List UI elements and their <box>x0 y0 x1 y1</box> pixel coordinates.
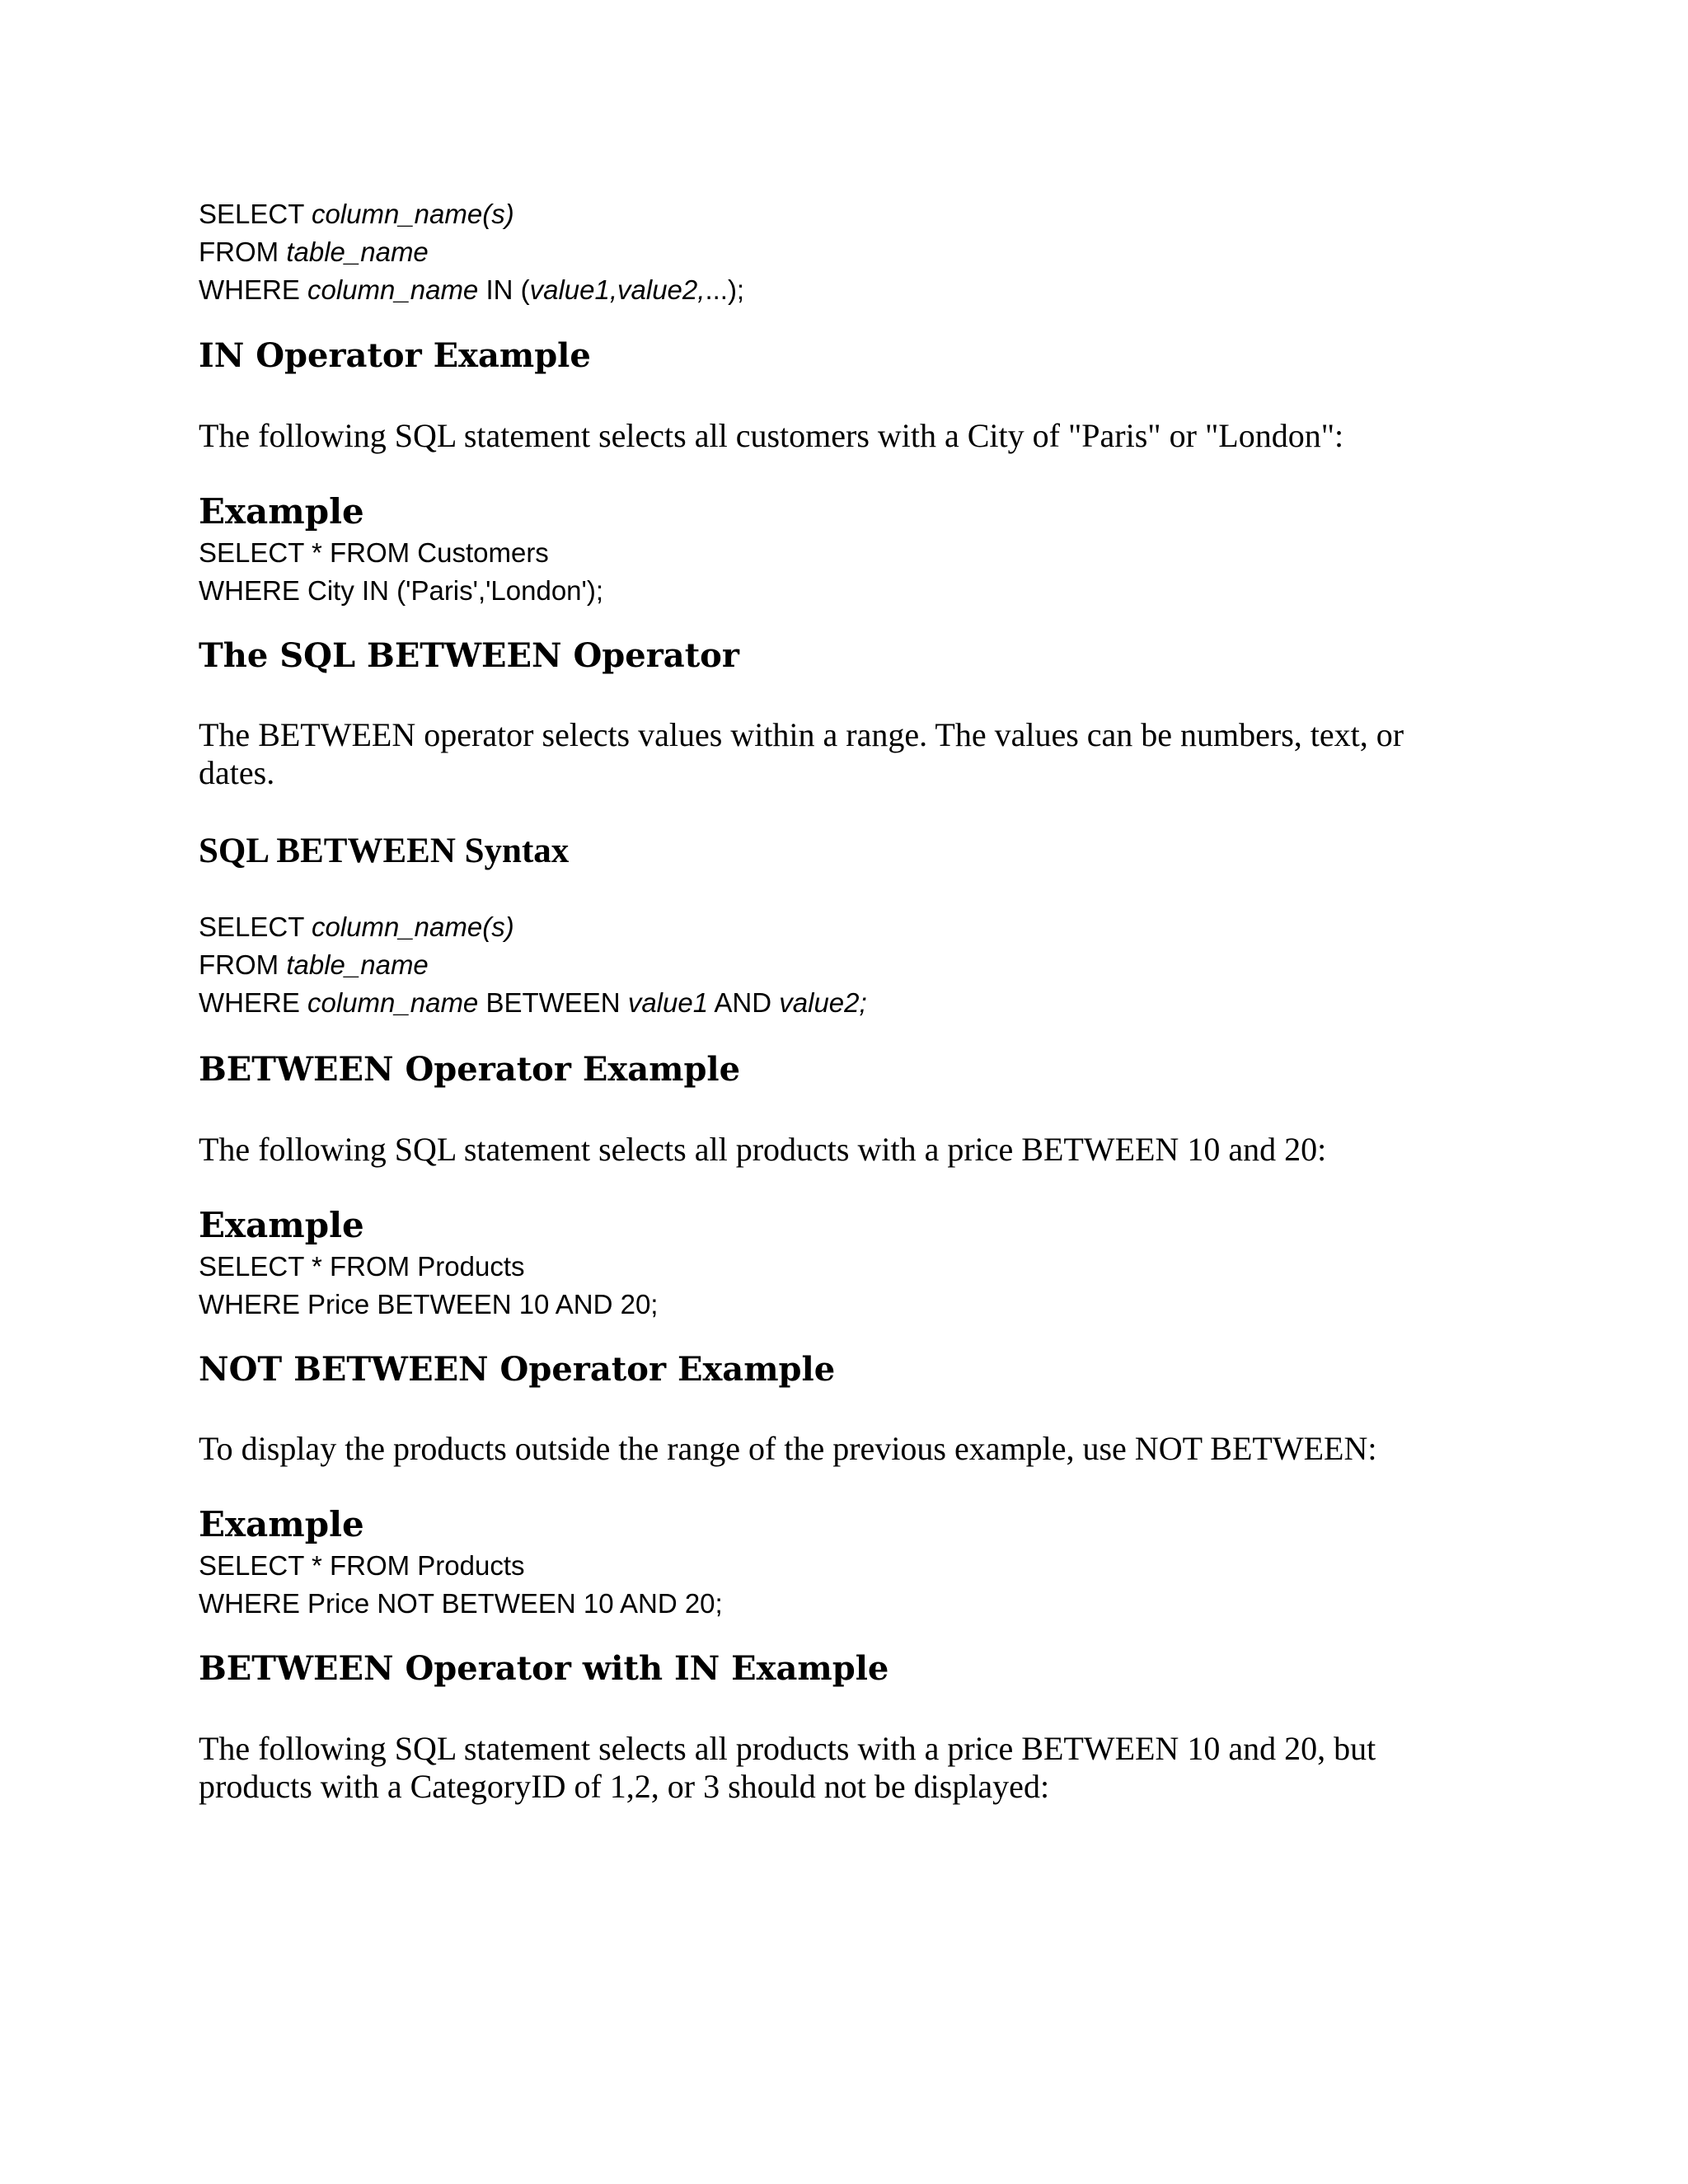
between-syntax-code <box>199 908 867 1022</box>
paragraph <box>199 1730 1435 1806</box>
paragraph: The BETWEEN operator selects values within a range. The values can be numbers, text, or dates. <box>199 716 1404 791</box>
code-placeholder: value1,value2, <box>529 274 706 305</box>
code-placeholder: table_name <box>286 237 429 267</box>
code-keyword: IN ( <box>478 274 530 305</box>
code-line: SELECT * FROM Products <box>199 1550 525 1581</box>
code-keyword: FROM <box>199 949 287 980</box>
paragraph-line: The following SQL statement selects all products with a price BETWEEN 10 and 20, but <box>199 1730 1376 1767</box>
example-code <box>199 1248 658 1324</box>
code-line <box>199 195 744 233</box>
paragraph: The following SQL statement selects all products with a price BETWEEN 10 and 20: <box>199 1131 1327 1168</box>
section-heading: BETWEEN Operator with IN Example <box>199 1649 889 1688</box>
code-keyword: BETWEEN <box>478 987 628 1018</box>
code-line <box>199 984 867 1022</box>
code-line: SELECT * FROM Products <box>199 1251 525 1282</box>
code-placeholder: value2; <box>779 987 867 1018</box>
section-heading: SQL BETWEEN Syntax <box>199 832 570 870</box>
code-keyword: SELECT <box>199 199 312 229</box>
example-heading: Example <box>199 491 364 532</box>
code-line <box>199 908 867 946</box>
code-keyword: WHERE <box>199 987 307 1018</box>
paragraph-line: products with a CategoryID of 1,2, or 3 should not be displayed: <box>199 1768 1050 1805</box>
code-placeholder: column_name(s) <box>311 912 514 942</box>
code-line <box>199 271 744 309</box>
code-keyword: SELECT <box>199 912 312 942</box>
code-placeholder: value1 <box>627 987 709 1018</box>
code-line: WHERE City IN ('Paris','London'); <box>199 575 603 606</box>
code-keyword: AND <box>708 987 780 1018</box>
code-text: ...); <box>705 274 745 305</box>
section-heading: NOT BETWEEN Operator Example <box>199 1350 836 1389</box>
in-syntax-code <box>199 195 744 309</box>
code-line: WHERE Price NOT BETWEEN 10 AND 20; <box>199 1588 723 1619</box>
code-placeholder: column_name(s) <box>311 199 514 229</box>
example-heading: Example <box>199 1504 364 1544</box>
code-keyword: FROM <box>199 237 287 267</box>
paragraph: To display the products outside the range of the previous example, use NOT BETWEEN: <box>199 1430 1377 1467</box>
code-line <box>199 946 867 984</box>
code-placeholder: column_name <box>307 274 479 305</box>
example-code <box>199 1547 723 1623</box>
code-line: WHERE Price BETWEEN 10 AND 20; <box>199 1289 659 1319</box>
example-heading: Example <box>199 1205 364 1245</box>
section-heading: The SQL BETWEEN Operator <box>199 636 739 675</box>
code-keyword: WHERE <box>199 274 307 305</box>
code-line <box>199 233 744 271</box>
code-placeholder: table_name <box>286 949 429 980</box>
code-line: SELECT * FROM Customers <box>199 537 549 568</box>
example-code <box>199 534 603 610</box>
section-heading: BETWEEN Operator Example <box>199 1050 741 1089</box>
section-heading: IN Operator Example <box>199 336 591 375</box>
code-placeholder: column_name <box>307 987 479 1018</box>
paragraph: The following SQL statement selects all customers with a City of "Paris" or "London": <box>199 417 1344 454</box>
